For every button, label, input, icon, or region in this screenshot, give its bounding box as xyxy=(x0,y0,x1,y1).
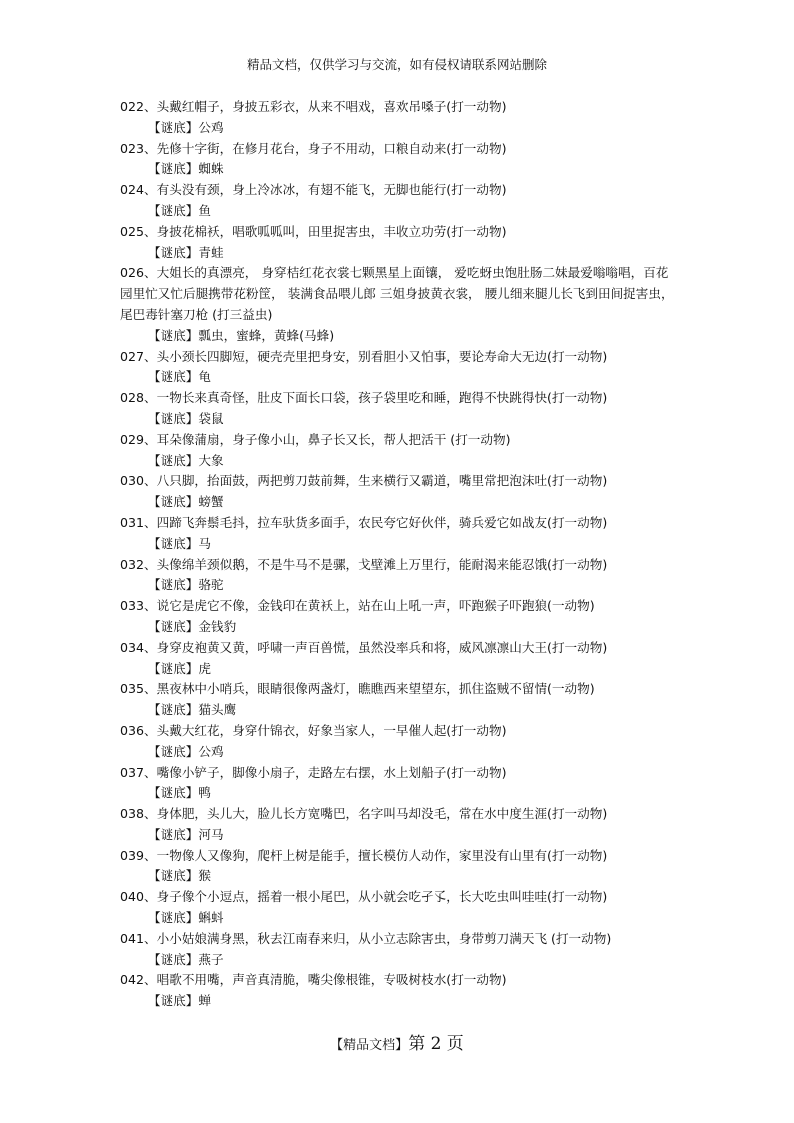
riddle-text: 大姐长的真漂亮， 身穿桔红花衣裳七颗黑星上面镶， 爱吃蚜虫饱肚肠二妹最爱嗡嗡唱，百花园里忙又忙后腿携带花粉筐， 装满食品喂儿郎 三姐身披黄衣裳， 腰儿细来腿儿长飞到田间捉害虫， 尾巴毒针塞刀枪 (打三益虫) xyxy=(120,265,674,322)
riddle-question xyxy=(120,263,680,325)
riddle-answer: 【谜底】蜘蛛 xyxy=(148,161,224,177)
riddle-number: 034、 xyxy=(120,639,157,655)
riddle-question xyxy=(120,638,680,659)
riddle-text: 先修十字街，在修月花台，身子不用动，口粮自动来(打一动物) xyxy=(156,140,507,156)
riddle-number: 031、 xyxy=(120,514,157,530)
riddle-answer: 【谜底】马 xyxy=(148,535,211,551)
riddle-answer: 【谜底】金钱豹 xyxy=(148,618,237,634)
riddle-number: 026、 xyxy=(120,265,157,281)
riddle-question xyxy=(120,139,680,160)
riddle-text: 一物长来真奇怪，肚皮下面长口袋，孩子袋里吃和睡，跑得不快跳得快(打一动物) xyxy=(156,390,608,406)
riddle-number: 027、 xyxy=(120,348,157,364)
riddle-list xyxy=(120,97,680,1012)
riddle-answer: 【谜底】燕子 xyxy=(148,951,224,967)
riddle-text: 耳朵像蒲扇，身子像小山，鼻子长又长，帮人把活干 (打一动物) xyxy=(156,431,511,447)
riddle-text: 身穿皮袍黄又黄，呼啸一声百兽慌，虽然没率兵和将，威风凛凛山大王(打一动物) xyxy=(156,639,608,655)
riddle-number: 042、 xyxy=(120,972,157,988)
riddle-question xyxy=(120,180,680,201)
riddle-number: 029、 xyxy=(120,431,157,447)
riddle-answer: 【谜底】大象 xyxy=(148,452,224,468)
riddle-text: 八只脚，抬面鼓，两把剪刀鼓前舞，生来横行又霸道，嘴里常把泡沫吐(打一动物) xyxy=(156,473,608,489)
riddle-number: 040、 xyxy=(120,889,157,905)
riddle-answer: 【谜底】龟 xyxy=(148,369,211,385)
riddle-text: 头小颈长四脚短，硬壳壳里把身安，别看胆小又怕事，要论寿命大无边(打一动物) xyxy=(156,348,608,364)
riddle-text: 黑夜林中小哨兵，眼睛很像两盏灯，瞧瞧西来望望东，抓住盗贼不留情(一动物) xyxy=(156,681,595,697)
riddle-answer: 【谜底】骆驼 xyxy=(148,577,224,593)
riddle-text: 有头没有颈，身上冷冰冰，有翅不能飞，无脚也能行(打一动物) xyxy=(156,182,507,198)
page-number: 第 2 页 xyxy=(408,1034,464,1054)
riddle-number: 024、 xyxy=(120,182,157,198)
riddle-text: 身披花棉袄，唱歌呱呱叫，田里捉害虫，丰收立功劳(打一动物) xyxy=(156,223,507,239)
riddle-number: 023、 xyxy=(120,140,157,156)
riddle-text: 说它是虎它不像，金钱印在黄袄上，站在山上吼一声，吓跑猴子吓跑狼(一动物) xyxy=(156,598,595,614)
riddle-question xyxy=(120,97,680,118)
riddle-number: 038、 xyxy=(120,806,157,822)
riddle-text: 头戴红帽子，身披五彩衣，从来不唱戏，喜欢吊嗓子(打一动物) xyxy=(156,99,507,114)
riddle-text: 头像绵羊颈似鹅，不是牛马不是骡，戈壁滩上万里行，能耐渴来能忍饿(打一动物) xyxy=(156,556,608,572)
riddle-question xyxy=(120,222,680,243)
riddle-text: 四蹄飞奔鬃毛抖，拉车驮货多面手，农民夸它好伙伴，骑兵爱它如战友(打一动物) xyxy=(156,514,608,530)
riddle-question xyxy=(120,929,680,950)
page-header xyxy=(0,57,794,73)
riddle-answer: 【谜底】螃蟹 xyxy=(148,494,224,510)
riddle-number: 025、 xyxy=(120,223,157,239)
riddle-answer: 【谜底】袋鼠 xyxy=(148,410,224,426)
copyright-notice: 精品文档，仅供学习与交流，如有侵权请联系网站删除 xyxy=(246,57,547,72)
riddle-answer: 【谜底】青蛙 xyxy=(148,244,224,260)
riddle-text: 嘴像小铲子，脚像小扇子，走路左右摆，水上划船子(打一动物) xyxy=(156,764,507,780)
riddle-text: 身子像个小逗点，摇着一根小尾巴，从小就会吃孑孓，长大吃虫叫哇哇(打一动物) xyxy=(156,889,608,905)
riddle-question xyxy=(120,555,680,576)
riddle-answer: 【谜底】虎 xyxy=(148,660,211,676)
page-footer xyxy=(0,1033,794,1057)
riddle-number: 039、 xyxy=(120,847,157,863)
riddle-number: 036、 xyxy=(120,722,157,738)
riddle-question xyxy=(120,347,680,368)
riddle-number: 032、 xyxy=(120,556,157,572)
riddle-question xyxy=(120,887,680,908)
riddle-text: 唱歌不用嘴，声音真清脆，嘴尖像根锥，专吸树枝水(打一动物) xyxy=(156,972,507,988)
riddle-number: 037、 xyxy=(120,764,157,780)
riddle-question xyxy=(120,804,680,825)
riddle-question xyxy=(120,970,680,991)
riddle-question xyxy=(120,679,680,700)
riddle-number: 030、 xyxy=(120,473,157,489)
riddle-answer: 【谜底】鸭 xyxy=(148,785,211,801)
riddle-number: 028、 xyxy=(120,390,157,406)
riddle-question xyxy=(120,513,680,534)
riddle-answer: 【谜底】鱼 xyxy=(148,202,211,218)
riddle-answer: 【谜底】公鸡 xyxy=(148,119,224,135)
riddle-answer: 【谜底】河马 xyxy=(148,826,224,842)
riddle-question xyxy=(120,388,680,409)
riddle-question xyxy=(120,846,680,867)
riddle-number: 033、 xyxy=(120,598,157,614)
riddle-answer: 【谜底】猫头鹰 xyxy=(148,702,237,718)
riddle-text: 头戴大红花，身穿什锦衣，好象当家人，一早催人起(打一动物) xyxy=(156,722,507,738)
riddle-number: 035、 xyxy=(120,681,157,697)
riddle-question xyxy=(120,763,680,784)
riddle-number: 041、 xyxy=(120,930,157,946)
riddle-answer: 【谜底】瓢虫，蜜蜂，黄蜂(马蜂) xyxy=(148,327,335,343)
footer-label: 【精品文档】 xyxy=(330,1038,409,1053)
riddle-answer: 【谜底】公鸡 xyxy=(148,743,224,759)
riddle-text: 身体肥，头儿大，脸儿长方宽嘴巴，名字叫马却没毛，常在水中度生涯(打一动物) xyxy=(156,806,608,822)
riddle-question xyxy=(120,471,680,492)
riddle-question xyxy=(120,721,680,742)
riddle-number: 022、 xyxy=(120,99,157,114)
riddle-question xyxy=(120,430,680,451)
riddle-text: 一物像人又像狗，爬杆上树是能手，擅长模仿人动作，家里没有山里有(打一动物) xyxy=(156,847,608,863)
riddle-question xyxy=(120,596,680,617)
riddle-text: 小小姑娘满身黑，秋去江南春来归，从小立志除害虫，身带剪刀满天飞 (打一动物) xyxy=(156,930,612,946)
riddle-answer: 【谜底】蝉 xyxy=(148,993,211,1009)
riddle-answer: 【谜底】猴 xyxy=(148,868,211,884)
riddle-answer: 【谜底】蝌蚪 xyxy=(148,910,224,926)
